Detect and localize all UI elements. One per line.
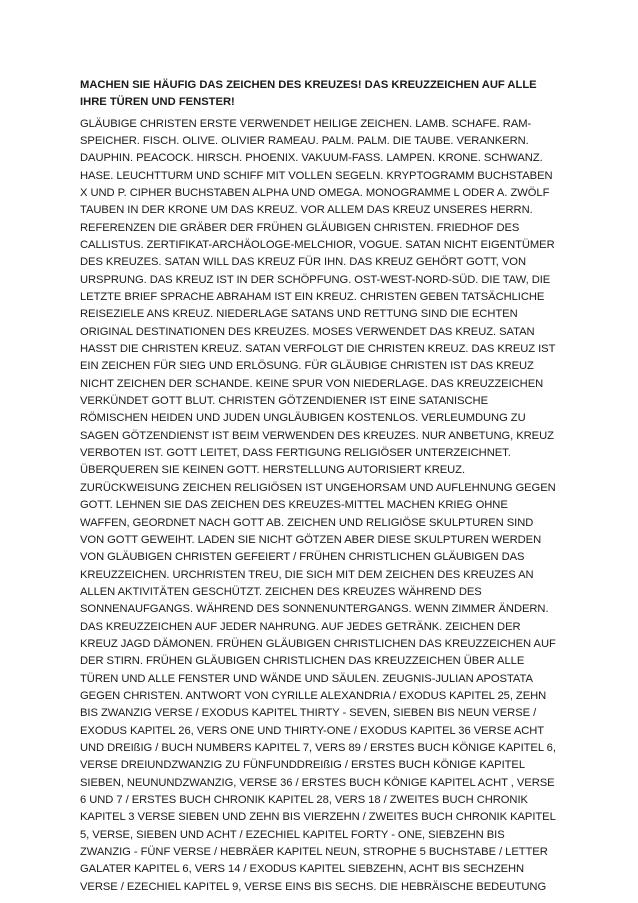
body-line: 5, VERSE, SIEBEN UND ACHT / EZECHIEL KAPITEL FORTY - ONE, SIEBZEHN BIS <box>80 828 505 841</box>
body-line: RÖMISCHEN HEIDEN UND JUDEN UNGLÄUBIGEN KOSTENLOS. VERLEUMDUNG ZU <box>80 412 526 425</box>
body-line: HASE. LEUCHTTURM UND SCHIFF MIT VOLLEN SEGELN. KRYPTOGRAMM BUCHSTABEN <box>80 169 553 182</box>
body-line: VERBOTEN IST. GOTT LEITET, DASS FERTIGUNG RELIGIÖSER UNTERZEICHNET. <box>80 447 511 460</box>
body-line: VON GOTT GEWEIHT. LADEN SIE NICHT GÖTZEN ABER DIESE SKULPTUREN WERDEN <box>80 533 542 546</box>
body-line: SONNENAUFGANGS. WÄHREND DES SONNENUNTERGANGS. WENN ZIMMER ÄNDERN. <box>80 603 549 616</box>
body-line: X UND P. CIPHER BUCHSTABEN ALPHA UND OMEGA. MONOGRAMME L ODER A. ZWÖLF <box>80 186 550 199</box>
document-heading <box>80 77 562 112</box>
body-line: REISEZIELE ANS KREUZ. NIEDERLAGE SATANS UND RETTUNG SIND DIE ECHTEN <box>80 308 518 321</box>
body-line: ZURÜCKWEISUNG ZEICHEN RELIGIÖSEN IST UNGEHORSAM UND AUFLEHNUNG GEGEN <box>80 481 556 494</box>
body-line: DES KREUZES. SATAN WILL DAS KREUZ FÜR IHN. DAS KREUZ GEHÖRT GOTT, VON <box>80 256 526 269</box>
body-line: SAGEN GÖTZENDIENST IST BEIM VERWENDEN DES KREUZES. NUR ANBETUNG, KREUZ <box>80 429 554 442</box>
body-line: ORIGINAL DESTINATIONEN DES KREUZES. MOSES VERWENDET DAS KREUZ. SATAN <box>80 325 535 338</box>
body-line: SPEICHER. FISCH. OLIVE. OLIVIER RAMEAU. PALM. PALM. DIE TAUBE. VERANKERN. <box>80 134 529 147</box>
body-line: GOTT. LEHNEN SIE DAS ZEICHEN DES KREUZES-MITTEL MACHEN KRIEG OHNE <box>80 499 508 512</box>
body-line: KREUZZEICHEN. URCHRISTEN TREU, DIE SICH MIT DEM ZEICHEN DES KREUZES AN <box>80 568 534 581</box>
body-line: ALLEN AKTIVITÄTEN GESCHÜTZT. ZEICHEN DES KREUZES WÄHREND DES <box>80 585 482 598</box>
body-line: VON GLÄUBIGEN CHRISTEN GEFEIERT / FRÜHEN CHRISTLICHEN GLÄUBIGEN DAS <box>80 551 525 564</box>
body-line: DAS KREUZZEICHEN AUF JEDER NAHRUNG. AUF JEDES GETRÄNK. ZEICHEN DER <box>80 620 521 633</box>
body-line: VERSE / EZECHIEL KAPITEL 9, VERSE EINS BIS SECHS. DIE HEBRÄISCHE BEDEUTUNG <box>80 880 547 893</box>
body-line: DAUPHIN. PEACOCK. HIRSCH. PHOENIX. VAKUUM-FASS. LAMPEN. KRONE. SCHWANZ. <box>80 152 543 165</box>
body-line: GALATER KAPITEL 6, VERS 14 / EXODUS KAPITEL SIEBZEHN, ACHT BIS SECHZEHN <box>80 863 525 876</box>
document-content <box>80 77 562 896</box>
body-line: TAUBEN IN DER KRONE UM DAS KREUZ. VOR ALLEM DAS KREUZ UNSERES HERRN. <box>80 204 533 217</box>
body-line: TÜREN UND ALLE FENSTER UND WÄNDE UND SÄULEN. ZEUGNIS-JULIAN APOSTATA <box>80 672 533 685</box>
document-body <box>80 116 562 896</box>
body-line: GEGEN CHRISTEN. ANTWORT VON CYRILLE ALEXANDRIA / EXODUS KAPITEL 25, ZEHN <box>80 689 547 702</box>
body-line: BIS ZWANZIG VERSE / EXODUS KAPITEL THIRTY - SEVEN, SIEBEN BIS NEUN VERSE / <box>80 707 537 720</box>
body-line: EXODUS KAPITEL 26, VERS ONE UND THIRTY-ONE / EXODUS KAPITEL 36 VERSE ACHT <box>80 724 545 737</box>
body-line: WAFFEN, GEORDNET NACH GOTT AB. ZEICHEN UND RELIGIÖSE SKULPTUREN SIND <box>80 516 534 529</box>
heading-line: IHRE TÜREN UND FENSTER! <box>80 96 235 109</box>
body-line: REFERENZEN DIE GRÄBER DER FRÜHEN GLÄUBIGEN CHRISTEN. FRIEDHOF DES <box>80 221 520 234</box>
body-line: HASST DIE CHRISTEN KREUZ. SATAN VERFOLGT DIE CHRISTEN KREUZ. DAS KREUZ IST <box>80 343 556 356</box>
body-line: VERSE DREIUNDZWANZIG ZU FÜNFUNDDREIßIG / ERSTES BUCH KÖNIGE KAPITEL <box>80 759 526 772</box>
body-line: ÜBERQUEREN SIE KEINEN GOTT. HERSTELLUNG AUTORISIERT KREUZ. <box>80 464 466 477</box>
body-line: ZWANZIG - FÜNF VERSE / HEBRÄER KAPITEL NEUN, STROPHE 5 BUCHSTABE / LETTER <box>80 846 548 859</box>
body-line: VERKÜNDET GOTT BLUT. CHRISTEN GÖTZENDIENER IST EINE SATANISCHE <box>80 395 488 408</box>
body-line: SIEBEN, NEUNUNDZWANZIG, VERSE 36 / ERSTES BUCH KÖNIGE KAPITEL ACHT , VERSE <box>80 776 555 789</box>
body-line: URSPRUNG. DAS KREUZ IST IN DER SCHÖPFUNG. OST-WEST-NORD-SÜD. DIE TAW, DIE <box>80 273 551 286</box>
body-line: CALLISTUS. ZERTIFIKAT-ARCHÄOLOGE-MELCHIOR, VOGUE. SATAN NICHT EIGENTÜMER <box>80 239 555 251</box>
body-line: KAPITEL 3 VERSE SIEBEN UND ZEHN BIS VIERZEHN / ZWEITES BUCH CHRONIK KAPITEL <box>80 811 556 824</box>
body-line: UND DREIßIG / BUCH NUMBERS KAPITEL 7, VERS 89 / ERSTES BUCH KÖNIGE KAPITEL 6, <box>80 741 556 754</box>
body-line: KREUZ JAGD DÄMONEN. FRÜHEN GLÄUBIGEN CHRISTLICHEN DAS KREUZZEICHEN AUF <box>80 637 556 650</box>
body-line: GLÄUBIGE CHRISTEN ERSTE VERWENDET HEILIGE ZEICHEN. LAMB. SCHAFE. RAM- <box>80 117 532 130</box>
heading-line: MACHEN SIE HÄUFIG DAS ZEICHEN DES KREUZES! DAS KREUZZEICHEN AUF ALLE <box>80 79 537 91</box>
body-line: LETZTE BRIEF SPRACHE ABRAHAM IST EIN KREUZ. CHRISTEN GEBEN TATSÄCHLICHE <box>80 291 545 304</box>
body-line: EIN ZEICHEN FÜR SIEG UND ERLÖSUNG. FÜR GLÄUBIGE CHRISTEN IST DAS KREUZ <box>80 360 534 373</box>
body-line: DER STIRN. FRÜHEN GLÄUBIGEN CHRISTLICHEN DAS KREUZZEICHEN ÜBER ALLE <box>80 655 525 668</box>
body-line: 6 UND 7 / ERSTES BUCH CHRONIK KAPITEL 28, VERS 18 / ZWEITES BUCH CHRONIK <box>80 794 528 806</box>
body-line: NICHT ZEICHEN DER SCHANDE. KEINE SPUR VON NIEDERLAGE. DAS KREUZZEICHEN <box>80 377 544 390</box>
